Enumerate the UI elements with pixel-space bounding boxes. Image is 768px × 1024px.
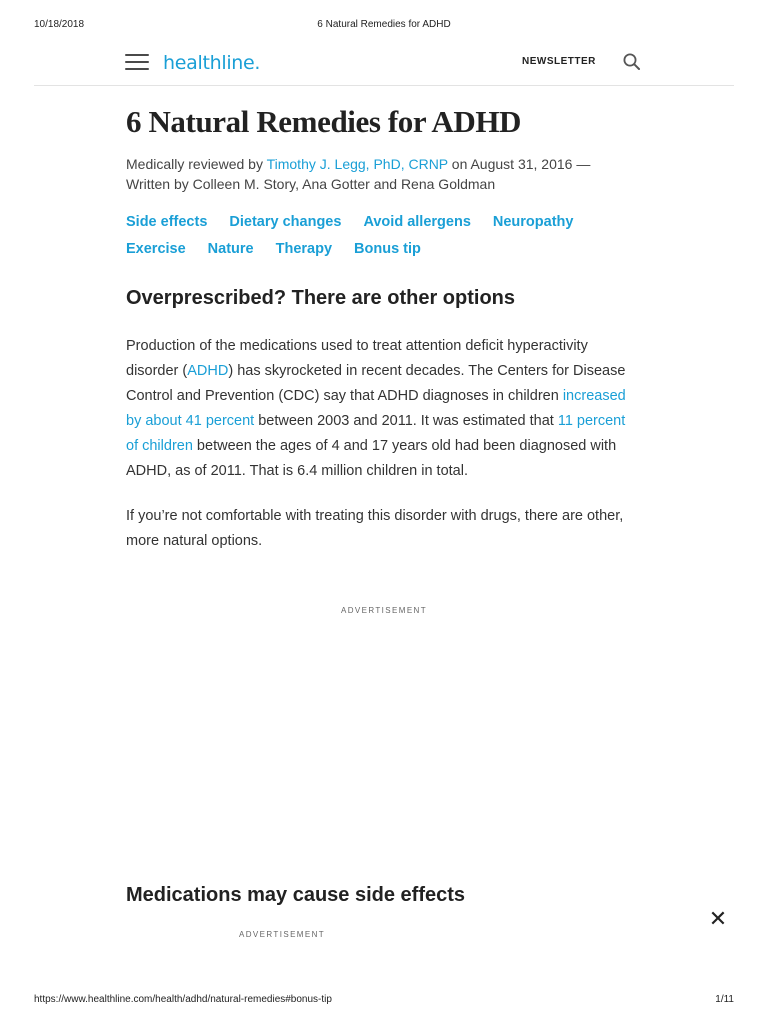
print-title: 6 Natural Remedies for ADHD bbox=[317, 19, 451, 30]
reviewer-link[interactable]: Timothy J. Legg, PhD, CRNP bbox=[266, 156, 448, 172]
print-url: https://www.healthline.com/health/adhd/natural-remedies#bonus-tip bbox=[34, 994, 332, 1005]
toc-avoid-allergens[interactable]: Avoid allergens bbox=[363, 214, 471, 230]
toc-row-2 bbox=[126, 239, 596, 266]
advertisement-label-2 bbox=[239, 924, 325, 942]
toc-dietary-changes[interactable]: Dietary changes bbox=[229, 214, 342, 230]
para-text: between the ages of 4 and 17 years old had been diagnosed with ADHD, as of 2011. That is 6.4 million children in total. bbox=[126, 438, 617, 479]
print-date: 10/18/2018 bbox=[34, 19, 85, 30]
toc-exercise[interactable]: Exercise bbox=[126, 241, 186, 257]
para-text: between 2003 and 2011. It was estimated that bbox=[254, 413, 558, 429]
eleven-percent-link[interactable]: 11 percent of children bbox=[126, 413, 626, 454]
adhd-link[interactable]: ADHD bbox=[187, 363, 229, 379]
article bbox=[126, 104, 646, 554]
menu-icon[interactable] bbox=[125, 54, 149, 70]
reviewed-prefix: Medically reviewed by bbox=[126, 156, 267, 172]
site-header bbox=[125, 50, 641, 78]
article-title: 6 Natural Remedies for ADHD bbox=[126, 104, 522, 139]
healthline-logo[interactable]: healthline. bbox=[163, 52, 261, 74]
byline bbox=[126, 154, 646, 194]
toc-row-1 bbox=[126, 212, 596, 239]
written-by: Written by Colleen M. Story, Ana Gotter and Rena Goldman bbox=[126, 176, 496, 192]
natural-options-paragraph: If you’re not comfortable with treating this disorder with drugs, there are other, more natural options. bbox=[126, 508, 624, 549]
print-page-number: 1/11 bbox=[715, 994, 734, 1005]
section-heading-overprescribed: Overprescribed? There are other options bbox=[126, 287, 515, 309]
reviewed-suffix: on August 31, 2016 — bbox=[447, 156, 591, 172]
ad-label-text: ADVERTISEMENT bbox=[340, 606, 428, 615]
toc-neuropathy[interactable]: Neuropathy bbox=[492, 214, 574, 230]
toc-therapy[interactable]: Therapy bbox=[275, 241, 333, 257]
newsletter-link[interactable]: NEWSLETTER bbox=[522, 56, 596, 67]
ad-label-text-2: ADVERTISEMENT bbox=[239, 930, 326, 939]
para-text: ) has skyrocketed in recent decades. The Centers for Disease Control and Prevention (CDC) say that ADHD diagnoses in children bbox=[126, 363, 626, 404]
table-of-contents bbox=[126, 212, 596, 266]
section-heading-side-effects: Medications may cause side effects bbox=[126, 884, 466, 906]
toc-bonus-tip[interactable]: Bonus tip bbox=[354, 241, 421, 257]
para-text: Production of the medications used to treat attention deficit hyperactivity disorder ( bbox=[126, 338, 588, 379]
header-divider bbox=[34, 85, 734, 86]
toc-nature[interactable]: Nature bbox=[207, 241, 254, 257]
toc-side-effects[interactable]: Side effects bbox=[126, 214, 208, 230]
intro-paragraph bbox=[126, 334, 636, 484]
search-icon[interactable] bbox=[622, 52, 642, 72]
advertisement-label bbox=[0, 600, 768, 618]
increase-41-percent-link[interactable]: increased by about 41 percent bbox=[126, 388, 626, 429]
close-ad-icon[interactable]: ✕ bbox=[708, 906, 728, 931]
